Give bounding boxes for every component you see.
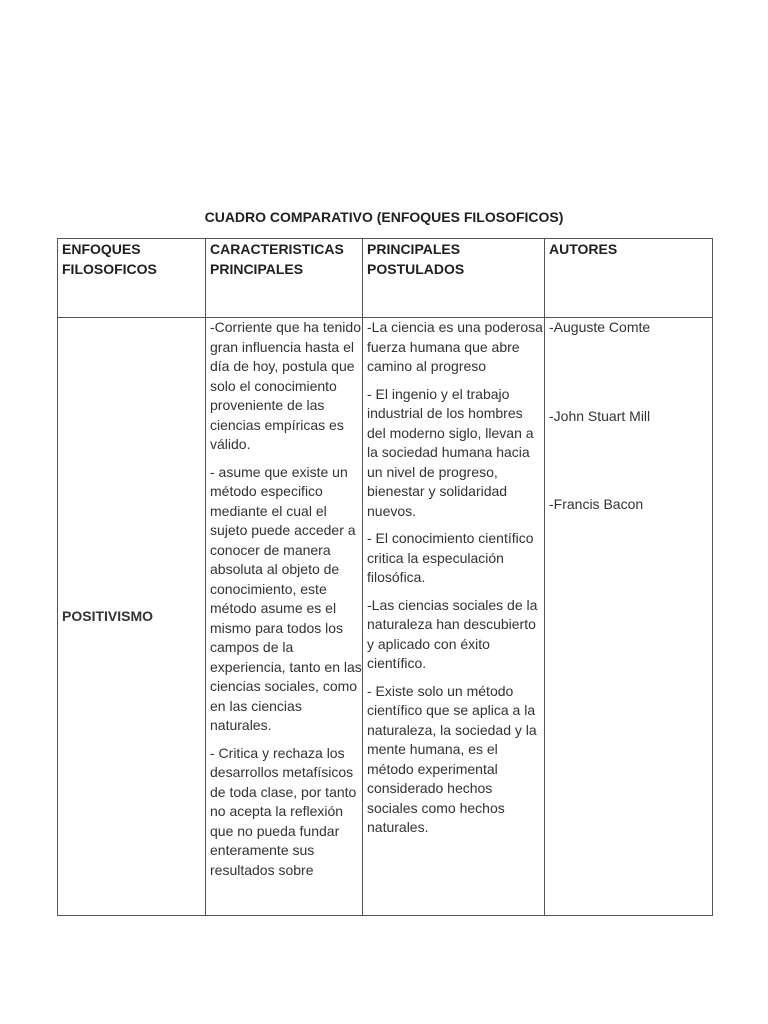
postulate-paragraph: -Las ciencias sociales de la naturaleza han descubierto y aplicado con éxito científico. [367,596,538,671]
postulate-paragraph: - El conocimiento científico critica la especulación filosófica. [367,530,534,585]
header-approaches: ENFOQUES FILOSOFICOS [58,239,206,318]
postulate-paragraph: - Existe solo un método científico que se aplica a la naturaleza, la sociedad y la mente humana, es el método experimental considerado hechos sociales como hechos naturales. [367,682,537,835]
postulate-paragraph: -La ciencia es una poderosa fuerza humana que abre camino al progreso [367,319,543,374]
author-name: -John Stuart Mill [549,407,651,424]
table-header-row [58,239,713,318]
author-name: -Auguste Comte [549,319,651,335]
approach-cell: POSITIVISMO [58,318,206,916]
comparison-table [57,238,713,916]
postulate-paragraph: - El ingenio y el trabajo industrial de los hombres del moderno siglo, llevan a la sociedad humana hacia un nivel de progreso, bienestar y solidaridad nuevos. [367,385,534,519]
header-characteristics: CARACTERISTICAS PRINCIPALES [206,239,363,318]
characteristic-paragraph: - Critica y rechaza los desarrollos metafísicos de toda clase, por tanto no acepta la reflexión que no pueda fundar enteramente sus resultados sobre [210,744,357,878]
characteristic-paragraph: - asume que existe un método especifico mediante el cual el sujeto puede acceder a conocer de manera absoluta al objeto de conocimiento, este método asume es el mismo para todos los campos de la experiencia, tanto en las ciencias sociales, como en las ciencias naturales. [210,463,362,733]
header-postulates: PRINCIPALES POSTULADOS [363,239,545,318]
characteristic-paragraph: -Corriente que ha tenido gran influencia hasta el día de hoy, postula que solo el conocimiento proveniente de las ciencias empíricas es válido. [210,319,361,452]
author-name: -Francis Bacon [549,496,644,512]
header-authors: AUTORES [545,239,713,318]
postulates-cell [363,318,545,916]
table-row [58,318,713,916]
authors-cell [545,318,713,916]
characteristics-cell [206,318,363,916]
document-title: CUADRO COMPARATIVO (ENFOQUES FILOSOFICOS) [204,209,564,225]
